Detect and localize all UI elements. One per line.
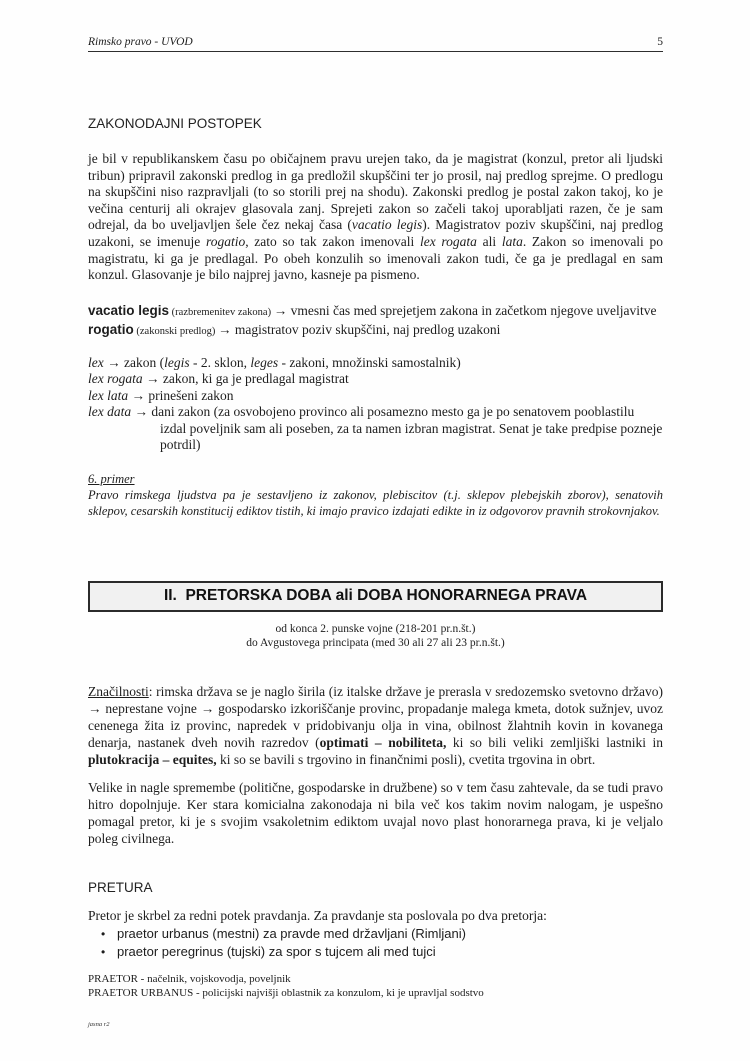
- lex-item-lex: lex → zakon (legis - 2. sklon, leges - zakoni, množinski samostalnik): [88, 354, 461, 370]
- definition-vacatio-legis: vacatio legis (razbremenitev zakona) → vmesni čas med sprejetjem zakona in začetkom njegove uveljavitve: [88, 302, 657, 318]
- lex-item-lex-rogata: lex rogata → zakon, ki ga je predlagal magistrat: [88, 371, 349, 387]
- paragraph-legislative-procedure: je bil v republikanskem času po običajnem pravu urejen tako, da je magistrat (konzul, pretor ali ljudski tribun) pripravil zakonski predlog in ga predložil skupščini ter jo prosil, naj predlog sprejme. O predlogu na skupščini niso razpravljali (to so storili prej na shodu). Zakonski predlog je postal zakon takoj, ko je večina centurij ali okrajev glasovala zanj. Sprejeti zakon so začeli takoj uporabljati razen, če je sam odrejal, da bo uveljavljen šele čez nekaj časa (vacatio legis). Magistratov poziv skupščini, naj predlog uzakoni, se imenuje rogatio, zato so tak zakon imenovali lex rogata ali lata. Zakon so imenovali po magistratu, ki ga je predlagal. Po obeh konzulih so imenovali zakon tudi, če ga je predlagal en sam konzul. Glasovanje je bilo najprej javno, kasneje pa pismeno.: [88, 151, 664, 283]
- lex-item-lex-lata: lex lata → prinešeni zakon: [88, 387, 234, 403]
- note-praetor: PRAETOR - načelnik, vojskovodja, poveljnik: [88, 973, 291, 986]
- paragraph-pretor-intro: Pretor je skrbel za redni potek pravdanja. Za pravdanje sta poslovala po dva pretorja:: [88, 907, 547, 923]
- example-text: Pravo rimskega ljudstva pa je sestavljeno iz zakonov, plebiscitov (t.j. sklepov plebejskih zborov), senatovih sklepov, cesarskih konstitucij ediktov tistih, ki imajo pravico izdajati edikte in iz odgovorov pravnih strokovnjakov.: [88, 487, 663, 518]
- pretor-bullet-list: [88, 925, 663, 961]
- example-block: [88, 471, 663, 519]
- section-heading-zakonodajni-postopek: ZAKONODAJNI POSTOPEK: [88, 116, 262, 131]
- page-header: [88, 0, 663, 52]
- footer-signature: jasna r2: [88, 1021, 110, 1029]
- note-praetor-urbanus: PRAETOR URBANUS - policijski najvišji oblastnik za konzulom, ki je upravljal sodstvo: [88, 987, 484, 1000]
- lex-item-lex-data: lex data → dani zakon (za osvobojeno provinco ali posamezno mesto ga je po senatovem pooblastilu izdal poveljnik sam ali poseben, za ta namen izbran magistrat. Senat je take predpise pozneje potrdil): [88, 404, 663, 453]
- date-range: [88, 622, 663, 651]
- section-heading-pretura: PRETURA: [88, 879, 153, 895]
- list-item-praetor-peregrinus: [88, 943, 663, 961]
- section-title-box-pretorska-doba: II. PRETORSKA DOBA ali DOBA HONORARNEGA PRAVA: [88, 581, 663, 612]
- bullet-icon: •: [101, 927, 106, 942]
- list-item-label: praetor urbanus (mestni) za pravde med državljani (Rimljani): [117, 926, 466, 942]
- footnotes-block: [88, 972, 663, 1000]
- header-title: Rimsko pravo - UVOD: [88, 36, 193, 48]
- bullet-icon: •: [101, 945, 106, 960]
- date-range-line2: do Avgustovega principata (med 30 ali 27 ali 23 pr.n.št.): [246, 637, 505, 650]
- paragraph-legal-changes: Velike in nagle spremembe (politične, gospodarske in družbene) so v tem času zahtevale, da se tudi pravo hitro dopolnjuje. Ker stara komicialna zakonodaja ni bila več kos takim novim nalogam, je uspešno pomagal pretor, ki je s svojim vsakoletnim ediktom uvajal novo plast honorarnega prava, ki je veljalo poleg civilnega.: [88, 779, 663, 846]
- date-range-line1: od konca 2. punske vojne (218-201 pr.n.št.): [275, 622, 476, 635]
- example-label: 6. primer: [88, 471, 135, 486]
- paragraph-characteristics: Značilnosti: rimska država se je naglo širila (iz italske države je prerasla v sredozemsko svetovno državo) → neprestane vojne → gospodarsko izkoriščanje provinc, propadanje malega kmeta, dotok sužnjev, uvoz cenenega žita iz provinc, napredek v pridobivanju olja in vina, obilnost žlahtnih kovin in kovanega denarja, nastanek dveh novih razredov (optimati – nobiliteta, ki so bili veliki zemljiški lastniki in plutokracija – equites, ki so se bavili s trgovino in finančnimi posli), cvetita trgovina in obrt.: [88, 683, 663, 767]
- page-number: 5: [657, 36, 663, 48]
- definitions-block: [88, 302, 663, 341]
- list-item-label: praetor peregrinus (tujski) za spor s tujcem ali med tujci: [117, 944, 436, 960]
- lex-definition-list: [88, 355, 663, 454]
- definition-rogatio: rogatio (zakonski predlog) → magistratov poziv skupščini, naj predlog uzakoni: [88, 322, 501, 338]
- list-item-praetor-urbanus: [88, 925, 663, 943]
